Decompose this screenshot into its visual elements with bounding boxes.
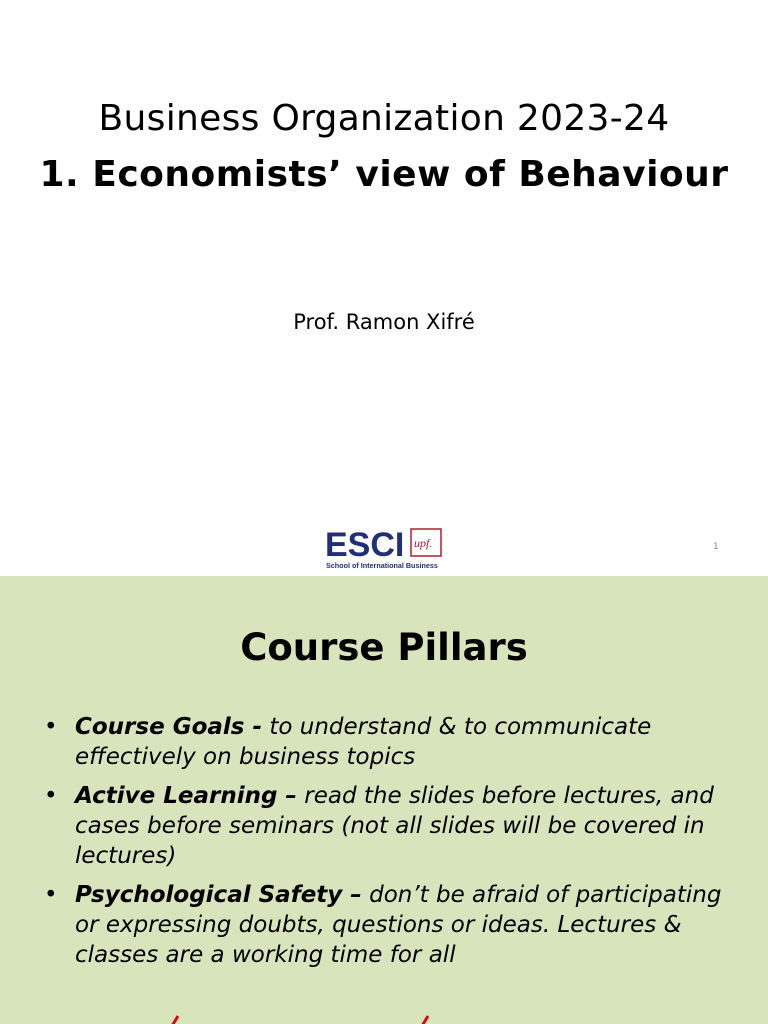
bullet-heading: Psychological Safety – (75, 882, 362, 908)
list-item (44, 712, 734, 772)
pillars-list (44, 712, 734, 979)
author-name: Prof. Ramon Xifré (293, 310, 475, 334)
slide-course-pillars (0, 576, 768, 1024)
cut-off-red-text (150, 1014, 450, 1024)
bullet-text: read the slides before lectures, and cases before seminars (not all slides will be covered in lectures) (75, 783, 714, 869)
logo-main-text: ESCI (325, 526, 405, 564)
bullet-text: to understand & to communicate effectively on business topics (75, 714, 652, 770)
bullet-icon: • (44, 714, 58, 740)
slide-number: 1 (713, 542, 719, 552)
bullet-text: don’t be afraid of participating or expressing doubts, questions or ideas. Lectures & classes are a working time for all (75, 882, 722, 968)
bullet-heading: Active Learning – (75, 783, 297, 809)
bullet-heading: Course Goals - (75, 714, 263, 740)
esci-upf-logo (325, 526, 445, 572)
slide-title: Course Pillars (240, 626, 528, 669)
logo-tagline: School of International Business (326, 561, 438, 570)
bullet-icon: • (44, 882, 58, 908)
lecture-title: 1. Economists’ view of Behaviour (39, 154, 729, 195)
course-title: Business Organization 2023-24 (98, 98, 670, 139)
list-item (44, 880, 734, 970)
bullet-icon: • (44, 783, 58, 809)
list-item (44, 781, 734, 871)
logo-badge-text: upf. (414, 536, 433, 550)
